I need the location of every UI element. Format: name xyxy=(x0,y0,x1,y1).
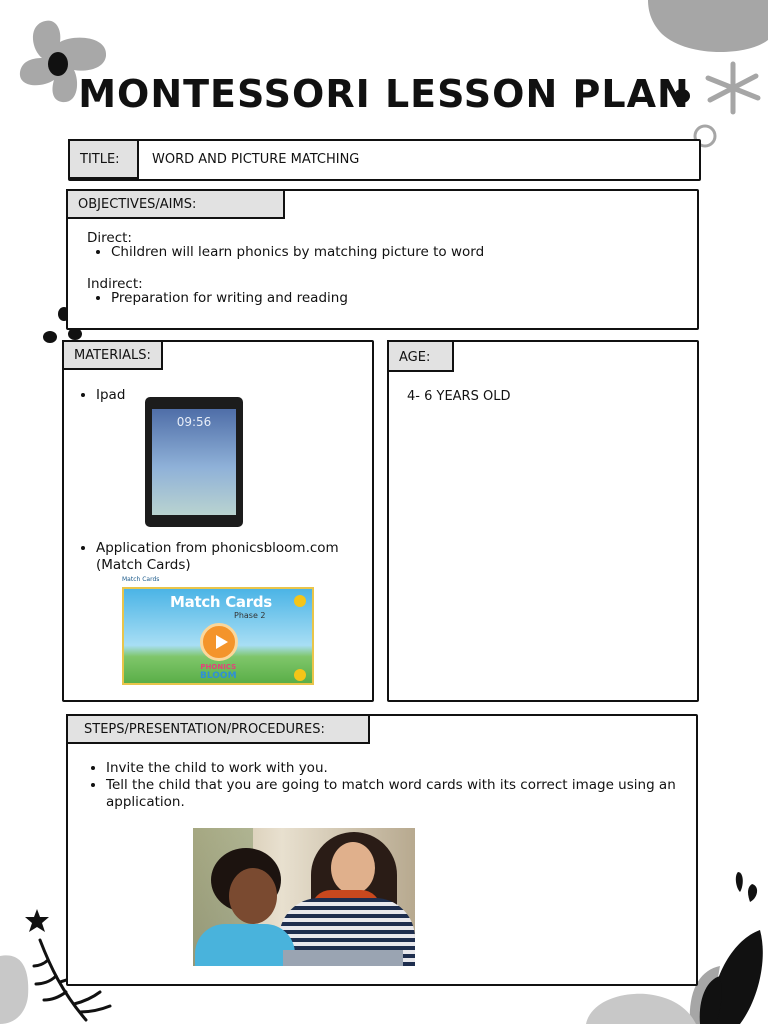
direct-label: Direct: xyxy=(87,230,132,246)
sound-icon xyxy=(294,669,306,681)
app-brand-logo xyxy=(200,663,237,681)
play-button-icon xyxy=(200,623,238,661)
step-item: • Tell the child that you are going to match word cards with its correct image using an application. xyxy=(106,777,686,811)
teacher-face-shape xyxy=(331,842,375,894)
info-icon xyxy=(294,595,306,607)
direct-item: • Children will learn phonics by matching picture to word xyxy=(111,244,484,261)
indirect-list xyxy=(87,290,348,307)
leaf-drops-decoration-icon xyxy=(730,868,762,908)
material-item-app xyxy=(96,540,339,574)
page-title: MONTESSORI LESSON PLAN xyxy=(78,72,690,116)
direct-list xyxy=(87,244,484,261)
gray-blob-decoration-icon xyxy=(648,0,768,56)
age-label: AGE: xyxy=(387,340,454,372)
app-brand-line2: BLOOM xyxy=(200,671,237,681)
app-phase: Phase 2 xyxy=(234,611,266,620)
materials-list-1 xyxy=(72,387,125,404)
material-app-line1: Application from phonicsbloom.com xyxy=(96,540,339,556)
app-brand-line1: PHONICS xyxy=(200,663,237,671)
materials-list-2 xyxy=(72,540,339,574)
steps-label: STEPS/PRESENTATION/PROCEDURES: xyxy=(66,714,370,744)
match-cards-app-image xyxy=(122,587,314,685)
ipad-clock: 09:56 xyxy=(176,415,212,429)
gray-wave-decoration-icon xyxy=(586,984,696,1024)
lesson-title: WORD AND PICTURE MATCHING xyxy=(152,152,360,167)
app-title: Match Cards xyxy=(170,593,272,611)
ipad-screen xyxy=(152,409,236,515)
indirect-item: • Preparation for writing and reading xyxy=(111,290,348,307)
objectives-label: OBJECTIVES/AIMS: xyxy=(66,189,285,219)
indirect-label: Indirect: xyxy=(87,276,143,292)
materials-label: MATERIALS: xyxy=(62,340,163,370)
age-value: 4- 6 YEARS OLD xyxy=(407,389,511,404)
tablet-shape xyxy=(283,950,403,966)
child-face-shape xyxy=(229,868,277,924)
title-label: TITLE: xyxy=(68,139,139,179)
steps-list xyxy=(82,760,686,811)
material-item-ipad: • Ipad xyxy=(96,387,125,404)
child-shirt-shape xyxy=(195,924,295,966)
material-app-line2: (Match Cards) xyxy=(96,557,191,573)
app-caption: Match Cards xyxy=(122,576,160,583)
ipad-image xyxy=(145,397,243,527)
step-item: • Invite the child to work with you. xyxy=(106,760,686,777)
star-decoration-icon xyxy=(24,908,50,934)
teacher-child-photo xyxy=(193,828,415,966)
